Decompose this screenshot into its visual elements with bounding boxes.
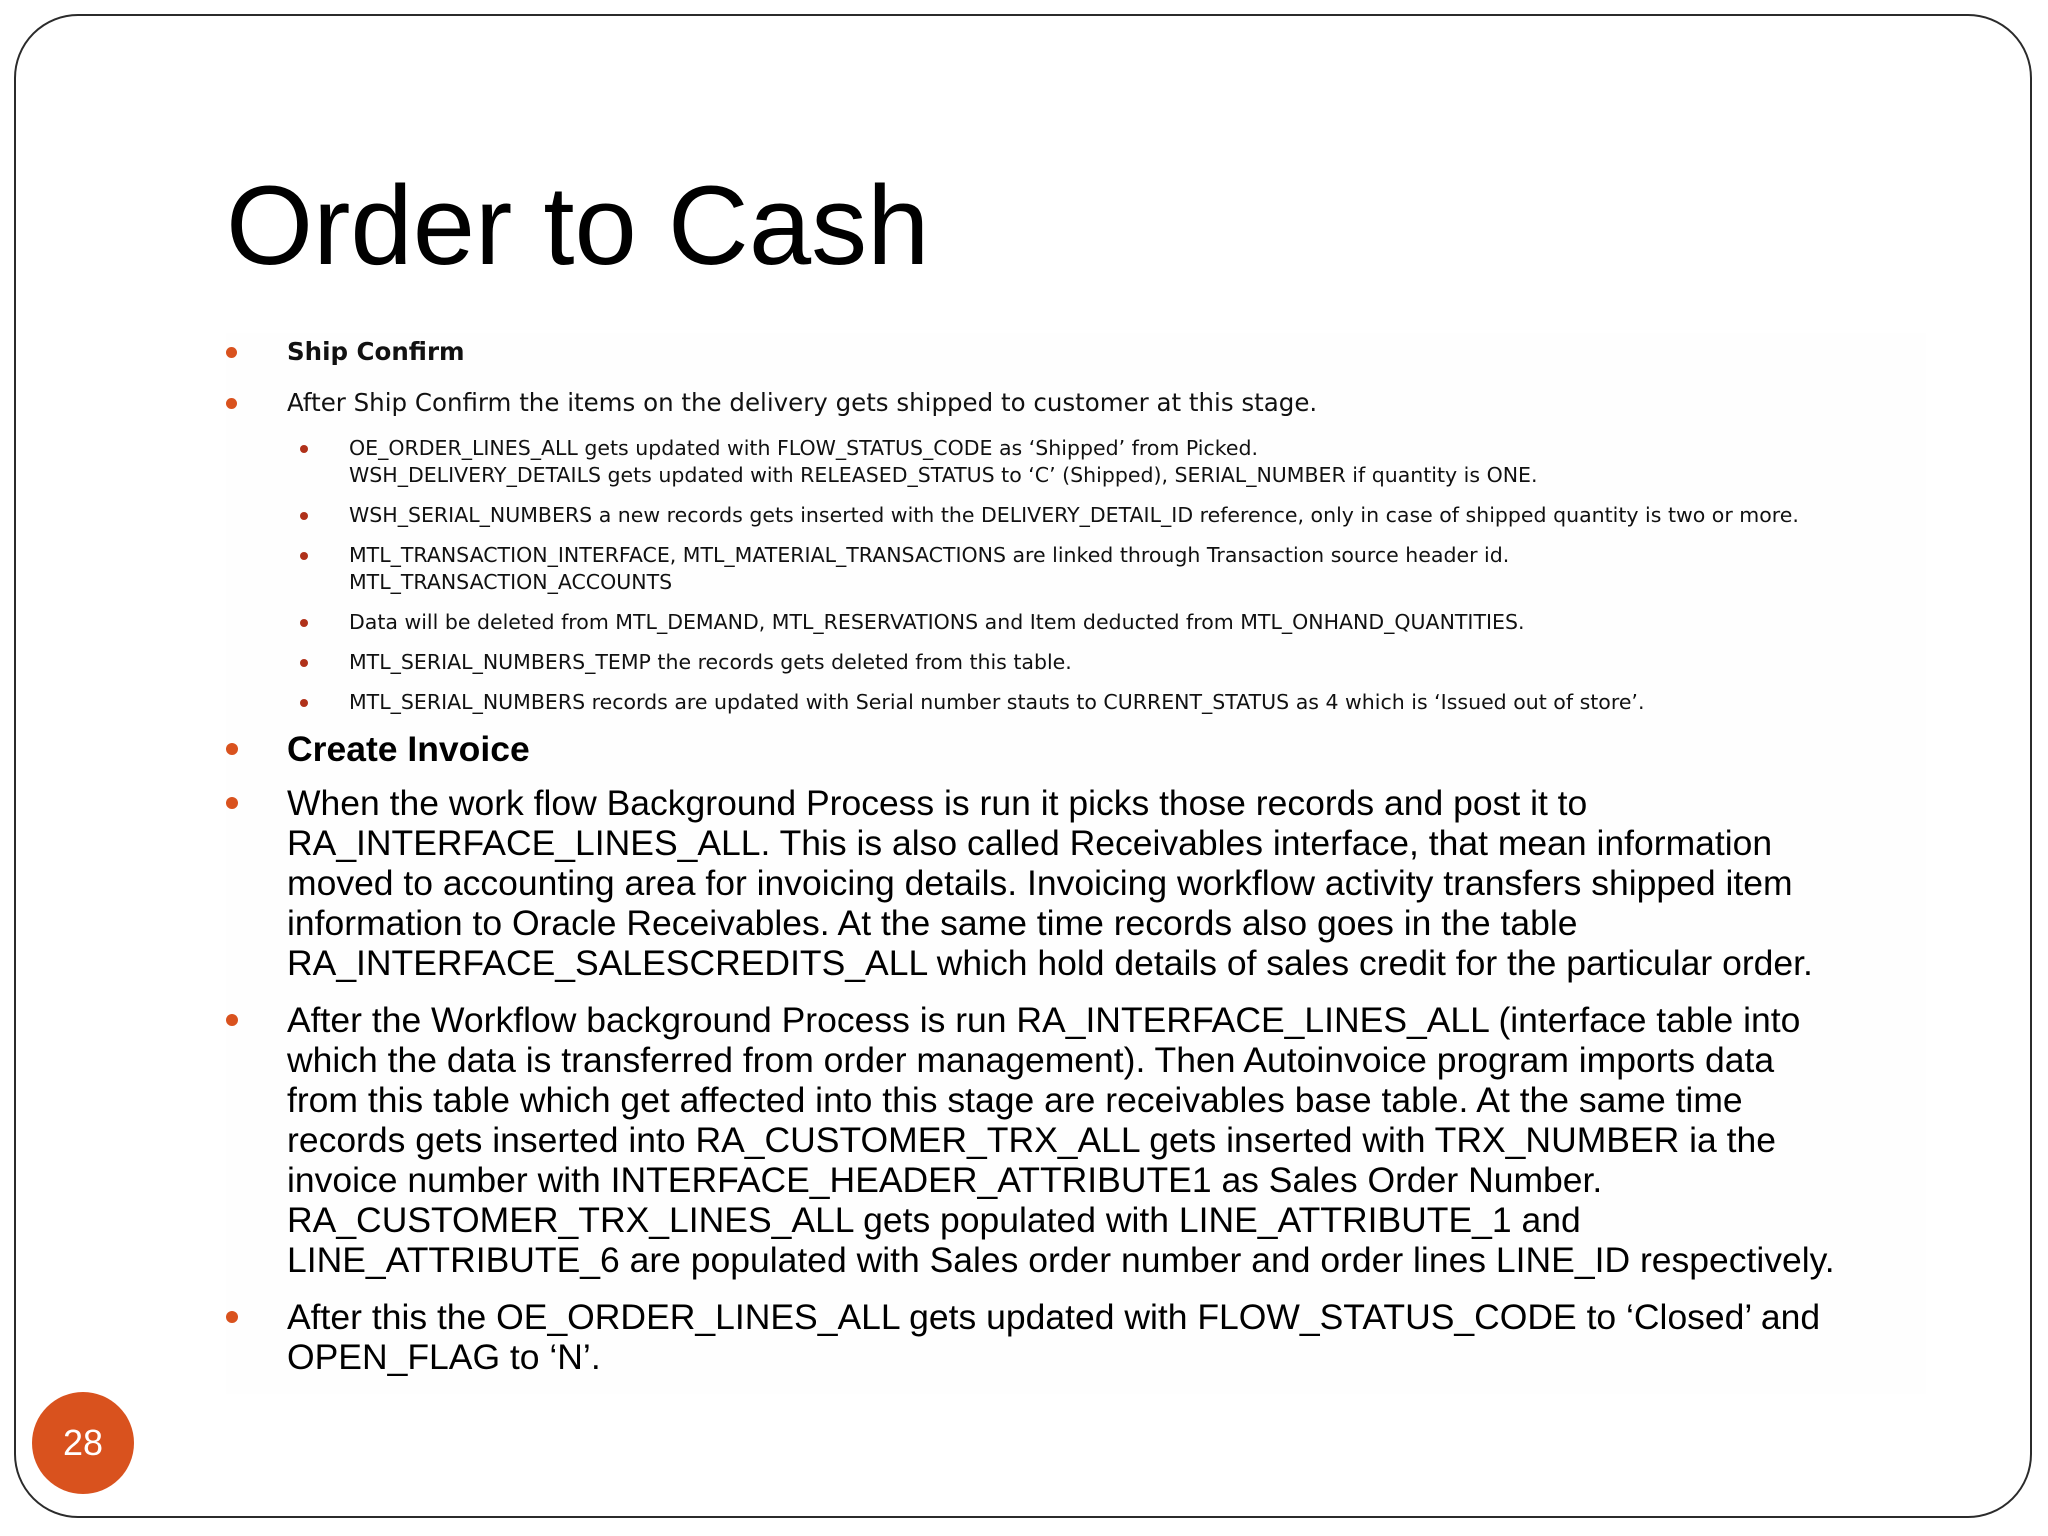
paragraph-line: RA_INTERFACE_LINES_ALL. This is also called Receivables interface, that mean information <box>287 823 1773 863</box>
slide-title: Order to Cash <box>226 163 930 288</box>
sub-bullet-item <box>226 435 1926 489</box>
invoice-paragraph <box>226 1000 1926 1280</box>
sub-bullet-line: MTL_SERIAL_NUMBERS_TEMP the records gets deleted from this table. <box>349 650 1072 674</box>
sub-bullet-item <box>226 542 1926 596</box>
bullet-dot-icon <box>226 743 238 755</box>
sub-bullet-dot-icon <box>300 619 308 627</box>
sub-bullet-item <box>226 609 1926 636</box>
ship-confirm-section <box>226 333 1926 716</box>
paragraph-line: which the data is transferred from order management). Then Autoinvoice program imports data <box>287 1040 1775 1080</box>
bullet-dot-icon <box>226 1014 238 1026</box>
paragraph-line: LINE_ATTRIBUTE_6 are populated with Sales order number and order lines LINE_ID respectively. <box>287 1240 1835 1280</box>
sub-bullet-line: OE_ORDER_LINES_ALL gets updated with FLOW_STATUS_CODE as ‘Shipped’ from Picked. <box>349 436 1259 460</box>
paragraph-line: from this table which get affected into this stage are receivables base table. At the same time <box>287 1080 1743 1120</box>
paragraph-line: RA_CUSTOMER_TRX_LINES_ALL gets populated with LINE_ATTRIBUTE_1 and <box>287 1200 1581 1240</box>
bullet-dot-icon <box>226 1311 238 1323</box>
paragraph-line: When the work flow Background Process is run it picks those records and post it to <box>287 783 1588 823</box>
create-invoice-heading <box>226 729 1926 769</box>
paragraph-line: After the Workflow background Process is run RA_INTERFACE_LINES_ALL (interface table into <box>287 1000 1801 1040</box>
paragraph-line: information to Oracle Receivables. At the same time records also goes in the table <box>287 903 1578 943</box>
sub-bullet-line: WSH_DELIVERY_DETAILS gets updated with RELEASED_STATUS to ‘C’ (Shipped), SERIAL_NUMBER if quantity is ONE. <box>349 463 1538 487</box>
paragraph-line: moved to accounting area for invoicing details. Invoicing workflow activity transfers shipped item <box>287 863 1793 903</box>
sub-bullet-line: MTL_SERIAL_NUMBERS records are updated with Serial number stauts to CURRENT_STATUS as 4 which is ‘Issued out of store’. <box>349 690 1645 714</box>
sub-bullet-line: WSH_SERIAL_NUMBERS a new records gets inserted with the DELIVERY_DETAIL_ID reference, only in case of shipped quantity is two or more. <box>349 503 1799 527</box>
sub-bullet-dot-icon <box>300 445 308 453</box>
create-invoice-section <box>226 729 1926 1377</box>
paragraph-line: invoice number with INTERFACE_HEADER_ATTRIBUTE1 as Sales Order Number. <box>287 1160 1603 1200</box>
paragraph-line: RA_INTERFACE_SALESCREDITS_ALL which hold details of sales credit for the particular order. <box>287 943 1813 983</box>
page-number-badge: 28 <box>32 1392 134 1494</box>
paragraph-line: OPEN_FLAG to ‘N’. <box>287 1337 601 1377</box>
create-invoice-heading-text: Create Invoice <box>287 729 530 769</box>
sub-bullet-item <box>226 649 1926 676</box>
bullet-dot-icon <box>226 398 237 409</box>
invoice-paragraph <box>226 1297 1926 1377</box>
ship-confirm-intro-text: After Ship Confirm the items on the delivery gets shipped to customer at this stage. <box>287 388 1318 417</box>
sub-bullet-line: Data will be deleted from MTL_DEMAND, MTL_RESERVATIONS and Item deducted from MTL_ONHAND_QUANTITIES. <box>349 610 1525 634</box>
sub-bullet-line: MTL_TRANSACTION_INTERFACE, MTL_MATERIAL_TRANSACTIONS are linked through Transaction source header id. <box>349 543 1510 567</box>
sub-bullet-item <box>226 689 1926 716</box>
paragraph-line: After this the OE_ORDER_LINES_ALL gets updated with FLOW_STATUS_CODE to ‘Closed’ and <box>287 1297 1821 1337</box>
bullet-dot-icon <box>226 347 237 358</box>
sub-bullet-dot-icon <box>300 659 308 667</box>
sub-bullet-dot-icon <box>300 699 308 707</box>
ship-confirm-heading-text: Ship Confirm <box>287 337 465 366</box>
sub-bullet-item <box>226 502 1926 529</box>
bullet-dot-icon <box>226 797 238 809</box>
sub-bullet-dot-icon <box>300 552 308 560</box>
slide-content <box>226 333 1926 1394</box>
ship-confirm-intro <box>226 384 1926 422</box>
sub-bullet-dot-icon <box>300 512 308 520</box>
ship-confirm-heading <box>226 333 1926 371</box>
paragraph-line: records gets inserted into RA_CUSTOMER_TRX_ALL gets inserted with TRX_NUMBER ia the <box>287 1120 1776 1160</box>
invoice-paragraph <box>226 783 1926 983</box>
sub-bullet-line: MTL_TRANSACTION_ACCOUNTS <box>349 570 673 594</box>
